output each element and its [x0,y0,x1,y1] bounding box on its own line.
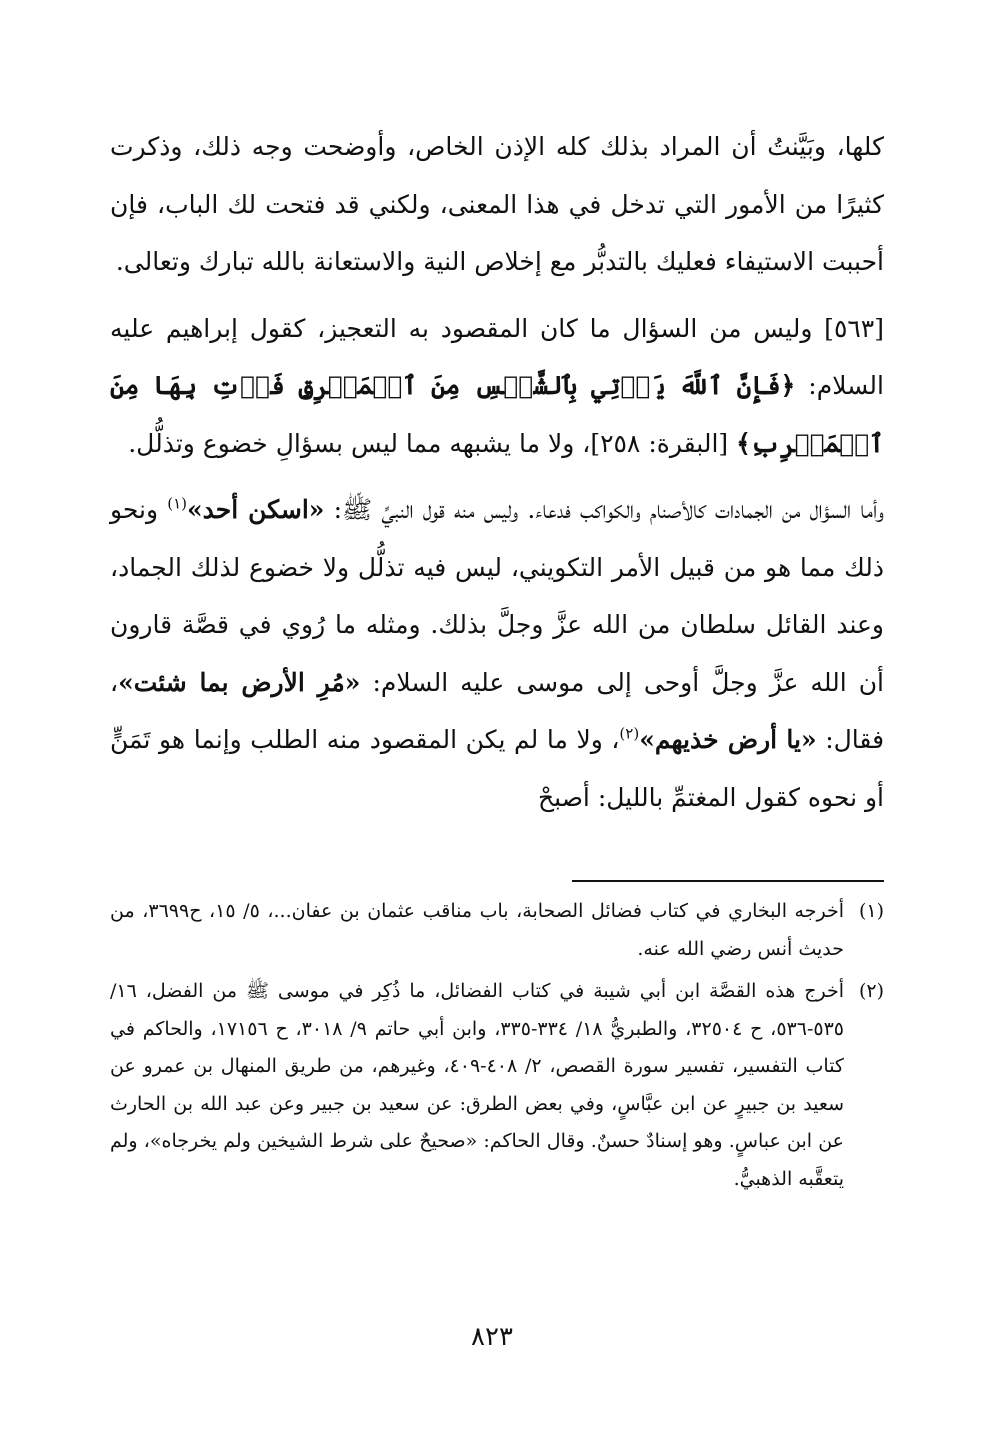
main-text [110,118,884,826]
hadith-quote-1: «اسكن أحد» [187,495,325,524]
paragraph-3-part-a: وأما السؤال من الجمادات كالأصنام والكواكب فدعاء. وليس منه قول النبيِّ ﷺ: [324,495,884,524]
footnote-2-number: (٢) [858,980,884,1002]
paragraph-2-intro: [٥٦٣] وليس من السؤال ما كان المقصود به التعجيز، كقول إبراهيم عليه السلام: [110,313,884,400]
paragraph-3-part-d: ، ولا ما لم يكن المقصود منه الطلب وإنما هو تَمَنٍّ أو نحوه كقول المغتمِّ بالليل: أصبحْ [110,725,884,812]
footnote-1 [110,893,884,968]
page-number: ٨٢٣ [471,1322,513,1352]
footnote-separator [572,880,884,882]
hadith-quote-2: «مُرِ الأرض بما شئت» [118,667,361,697]
paragraph-3 [110,481,884,826]
footnote-2-text: أخرج هذه القصَّة ابن أبي شيبة في كتاب الفضائل، ما ذُكِر في موسى ﷺ من الفضل، ١٦/ ٥٣٥-٥٣٦، ح ٣٢٥٠٤، والطبريُّ ١٨/ ٣٣٤-٣٣٥، وابن أبي حاتم ٩/ ٣٠١٨، ح ١٧١٥٦، والحاكم في كتاب التفسير، تفسير سورة القصص، ٢/ ٤٠٨-٤٠٩، وغيرهم، من طريق المنهال بن عمرو عن سعيد بن جبيرٍ عن ابن عبَّاسٍ، وفي بعض الطرق: عن سعيد بن جبير وعن عبد الله بن الحارث عن ابن عباسٍ. وهو إسنادٌ حسنٌ. وقال الحاكم: «صحيحٌ على شرط الشيخين ولم يخرجاه»، ولم يتعقَّبه الذهبيُّ. [110,980,844,1190]
paragraph-2-citation: [البقرة: ٢٥٨]، ولا ما يشبهه مما ليس بسؤالِ خضوع وتذلُّل. [128,428,737,458]
footnote-1-text: أخرجه البخاري في كتاب فضائل الصحابة، باب مناقب عثمان بن عفان...، ٥/ ١٥، ح٣٦٩٩، من حديث أنس رضي الله عنه. [110,900,844,960]
footnote-1-number: (١) [858,900,884,922]
quran-verse: ﴿فَإِنَّ ٱللَّهَ يَأۡتِي بِٱلشَّمۡسِ مِنَ ٱلۡمَشۡرِقِ فَأۡتِ بِهَا مِنَ ٱلۡمَغۡرِبِ﴾ [110,371,884,458]
hadith-quote-3: «يا أرض خذيهم» [639,725,817,754]
paragraph-3-part-c: ، فقال: [110,667,885,754]
paragraph-3-part-b: ونحو ذلك مما هو من قبيل الأمر التكويني، ليس فيه تذلُّل ولا خضوع لذلك الجماد، وعند القائل سلطان من الله عزَّ وجلَّ بذلك. ومثله ما رُوي في قصَّة قارون أن الله عزَّ وجلَّ أوحى إلى موسى عليه السلام: [110,495,884,697]
paragraph-2 [110,300,884,473]
paragraph-1: كلها، وبَيَّنتُ أن المراد بذلك كله الإذن الخاص، وأوضحت وجه ذلك، وذكرت كثيرًا من الأمور التي تدخل في هذا المعنى، ولكني قد فتحت لك الباب، فإن أحببت الاستيفاء فعليك بالتدبُّر مع إخلاص النية والاستعانة بالله تبارك وتعالى. [110,132,884,276]
footnotes [110,893,884,1198]
footnote-2 [110,973,884,1198]
footnote-ref-2: (٢) [619,724,640,743]
footnote-ref-1: (١) [167,494,188,513]
